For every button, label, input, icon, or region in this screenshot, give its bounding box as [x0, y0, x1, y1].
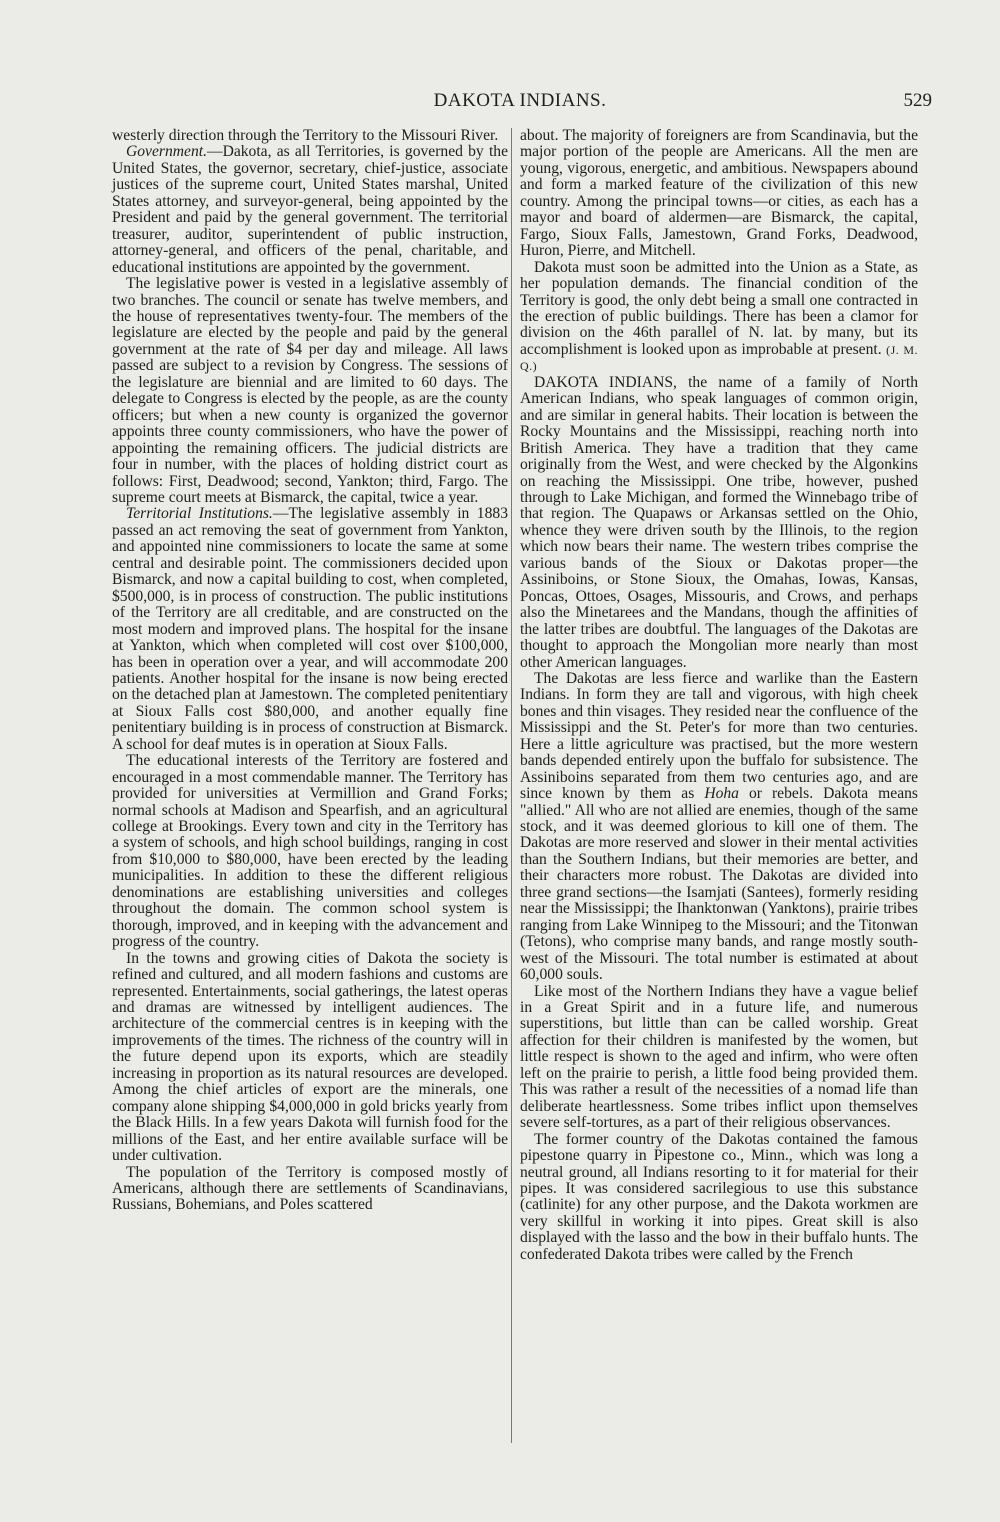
paragraph: westerly direction through the Territory to the Missouri River. [112, 127, 499, 144]
paragraph-body: —The legislative assembly in 1883 passed an act removing the seat of government from Yankton, and appointed nine commissioners to locate the same at some central and desirable point. The commissioners decided upon Bismarck, and now a capital building to cost, when completed, $500,000, is in process of construction. The public institutions of the Territory are all creditable, and are constructed on the most modern and improved plans. The hospital for the insane at Yankton, which when completed will cost over $100,000, has been in operation over a year, and will accommodate 200 patients. Another hospital for the insane is now being erected on the detached plan at Jamestown. The completed penitentiary at Sioux Falls cost $80,000, and another equally fine penitentiary building is in process of construction at Bismarck. A school for deaf mutes is in operation at Sioux Falls. [112, 505, 508, 753]
paragraph: Like most of the Northern Indians they have a vague belief in a Great Spirit and in a future life, and numerous superstitions, but little than can be called worship. Great affection for their children is manifested by the women, but little respect is shown to the aged and infirm, who were often left on the prairie to perish, a little food being provided them. This was rather a result of the necessities of a nomad life than deliberate heartlessness. Some tribes inflict upon themselves severe self-tortures, as a part of their religious observances. [520, 982, 918, 1132]
paragraph: The former country of the Dakotas contained the famous pipestone quarry in Pipestone co., Minn., which was long a neutral ground, all Indians resorting to it for material for their pipes. It was considered sacrilegious to use this substance (catlinite) for any other purpose, and the Dakota workmen are very skillful in working it into pipes. Great skill is also displayed with the lasso and the bow in their buffalo hunts. The confederated Dakota tribes were called by the French [520, 1130, 918, 1263]
paragraph: The population of the Territory is composed mostly of Americans, although there are settlements of Scandinavians, Russians, Bohemians, and Poles scattered [112, 1163, 508, 1214]
paragraph [520, 260, 918, 375]
column-divider [511, 128, 512, 1443]
left-column [112, 128, 508, 1214]
paragraph-dakota-indians: DAKOTA INDIANS, the name of a family of North American Indians, who speak languages of common origin, and are similar in general habits. Their location is between the Rocky Mountains and the Mississippi, reaching north into British America. They have a tradition that they came originally from the West, and were checked by the Algonkins on reaching the Mississippi. One tribe, however, pushed through to Lake Michigan, and formed the Winnebago tribe of that region. The Quapaws or Arkansas settled on the Ohio, whence they were driven south by the Illinois, to the region which now bears their name. The western tribes comprise the various bands of the Sioux or Dakotas proper—the Assiniboins, or Stone Sioux, the Omahas, Iowas, Kansas, Poncas, Ottoes, Osages, Missouris, and Crows, and perhaps also the Minetarees and the Mandans, though the affinities of the latter tribes are doubtful. The languages of the Dakotas are thought to approach the Mongolian more nearly than most other American languages. [520, 373, 918, 671]
paragraph-body: The Dakotas are less fierce and warlike than the Eastern Indians. In form they are tall and vigorous, with high cheek bones and thin visages. They resided near the confluence of the Mississippi and the St. Peter's for more than two centuries. Here a little agriculture was practised, but the more western bands depended entirely upon the buffalo for subsistence. The Assiniboins separated from them two centuries ago, and are since known by them as [520, 669, 918, 803]
running-title: DAKOTA INDIANS. [433, 90, 607, 111]
paragraph-government [112, 144, 508, 276]
author-signature: (J. M. Q.) [520, 342, 918, 374]
paragraph-body: or rebels. Dakota means "allied." All who are not allied are enemies, though of the same stock, and it was deemed glorious to kill one of them. The Dakotas are more reserved and slower in their mental activities than the Southern Indians, but their memories are better, and their characters more robust. The Dakotas are divided into three grand sections—the Isamjati (Santees), formerly residing near the Mississippi; the Ihanktonwan (Yanktons), prairie tribes ranging from Lake Winnipeg to the Missouri; and the Titonwan (Tetons), who comprise many bands, and range mostly south-west of the Missouri. The total number is estimated at about 60,000 souls. [520, 785, 918, 984]
paragraph-institutions [112, 506, 508, 753]
paragraph: The educational interests of the Territory are fostered and encouraged in a most commendable manner. The Territory has provided for universities at Vermillion and Grand Forks; normal schools at Madison and Spearfish, and an agricultural college at Brookings. Every town and city in the Territory has a system of schools, and high school buildings, ranging in cost from $10,000 to $80,000, have been erected by the leading municipalities. In addition to these the different religious denominations are establishing universities and colleges throughout the domain. The common school system is thorough, improved, and in keeping with the advancement and progress of the country. [112, 752, 508, 951]
page-number: 529 [903, 90, 932, 111]
section-heading-government: Government. [126, 143, 207, 161]
paragraph: In the towns and growing cities of Dakota the society is refined and cultured, and all modern fashions and customs are represented. Entertainments, social gatherings, the latest operas and dramas are witnessed by intelligent audiences. The architecture of the commercial centres is in keeping with the improvements of the times. The richness of the country will in the future depend upon its exports, which are steadily increasing in proportion as its natural resources are developed. Among the chief articles of export are the minerals, one company alone shipping $4,000,000 in gold bricks yearly from the Black Hills. In a few years Dakota will furnish food for the millions of the East, and her entire available surface will be under cultivation. [112, 949, 508, 1165]
paragraph: about. The majority of foreigners are from Scandinavia, but the major portion of the people are Americans. All the men are young, vigorous, energetic, and ambitious. Newspapers abound and form a marked feature of the civilization of this new country. Among the principal towns—or cities, as each has a mayor and board of aldermen—are Bismarck, the capital, Fargo, Sioux Falls, Jamestown, Grand Forks, Deadwood, Huron, Pierre, and Mitchell. [520, 127, 918, 260]
paragraph [520, 671, 918, 984]
right-column [520, 128, 918, 1263]
paragraph-body: Dakota must soon be admitted into the Union as a State, as her population demands. The financial condition of the Territory is good, the only debt being a small one contracted in the erection of public buildings. There has been a clamor for division on the 46th parallel of N. lat. by many, but its accomplishment is looked upon as improbable at present. [520, 258, 918, 358]
page-header [108, 88, 932, 114]
paragraph-body: —Dakota, as all Territories, is governed by the United States, the governor, secretary, chief-justice, associate justices of the supreme court, United States marshal, United States attorney, and surveyor-general, being appointed by the President and paid by the general government. The territorial treasurer, auditor, superintendent of public instruction, attorney-general, and officers of the penal, charitable, and educational institutions are appointed by the government. [112, 143, 508, 276]
italic-term: Hoha [704, 785, 739, 803]
section-heading-institutions: Territorial Institutions. [126, 505, 273, 523]
paragraph: The legislative power is vested in a legislative assembly of two branches. The council or senate has twelve members, and the house of representatives twenty-four. The members of the legislature are elected by the people and paid by the general government at the rate of $4 per day and mileage. All laws passed are subject to a revision by Congress. The sessions of the legislature are biennial and are limited to 60 days. The delegate to Congress is elected by the people, as are the county officers; but when a new county is organized the governor appoints three county commissioners, who have the power of appointing the remaining officers. The judicial districts are four in number, with the places of holding district court as follows: First, Deadwood; second, Yankton; third, Fargo. The supreme court meets at Bismarck, the capital, twice a year. [112, 275, 508, 506]
